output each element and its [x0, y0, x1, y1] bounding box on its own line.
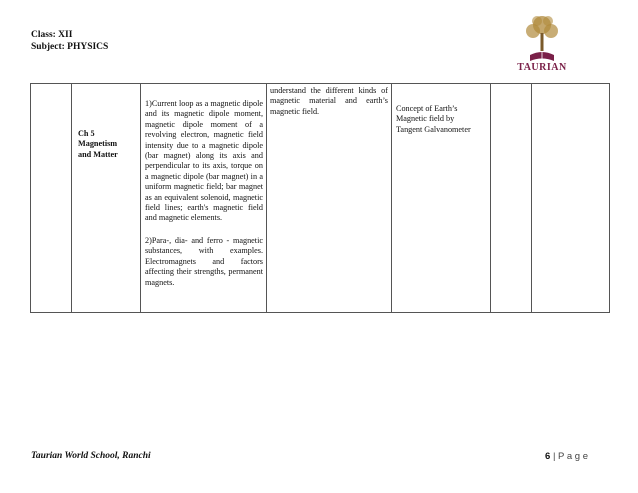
unit-line: and Matter: [78, 149, 118, 159]
page-label: | P a g e: [552, 451, 588, 462]
logo-wordmark: TAURIAN: [517, 62, 567, 73]
empty-cell: [532, 84, 610, 313]
page-number: [545, 451, 588, 462]
month-cell: [31, 84, 72, 313]
unit-line: Magnetism: [78, 139, 118, 149]
table-row: [31, 84, 610, 313]
class-label: Class: XII: [31, 30, 73, 40]
objective-cell: understand the different kinds of magnetic material and earth’s magnetic field.: [267, 84, 392, 313]
activity-line: Concept of Earth’s: [396, 104, 458, 113]
empty-cell: [491, 84, 532, 313]
content-cell: [141, 84, 267, 313]
document-header: [31, 29, 108, 53]
page-number-value: 6: [545, 451, 551, 462]
activity-line: Tangent Galvanometer: [396, 124, 471, 134]
syllabus-table: [30, 83, 610, 313]
content-paragraph: 2)Para-, dia- and ferro - magnetic substances, with examples. Electromagnets and factors affecting their strengths, permanent magnets.: [145, 235, 263, 287]
footer-school-name: Taurian World School, Ranchi: [31, 451, 151, 461]
activity-cell: [392, 84, 491, 313]
content-paragraph: 1)Current loop as a magnetic dipole and its magnetic dipole moment, magnetic dipole moment of a revolving electron, magnetic field intensity due to a magnetic dipole (bar magnet) along its axis and perpendicular to its axis, torque on a magnetic dipole (bar magnet) in a uniform magnetic field; bar magnet as an equivalent solenoid, magnetic field lines; earth's magnetic field and magnetic elements.: [145, 99, 263, 223]
unit-line: Ch 5: [78, 129, 95, 138]
subject-label: Subject: PHYSICS: [31, 42, 109, 52]
activity-line: Magnetic field by: [396, 114, 455, 124]
unit-cell: [72, 84, 141, 313]
